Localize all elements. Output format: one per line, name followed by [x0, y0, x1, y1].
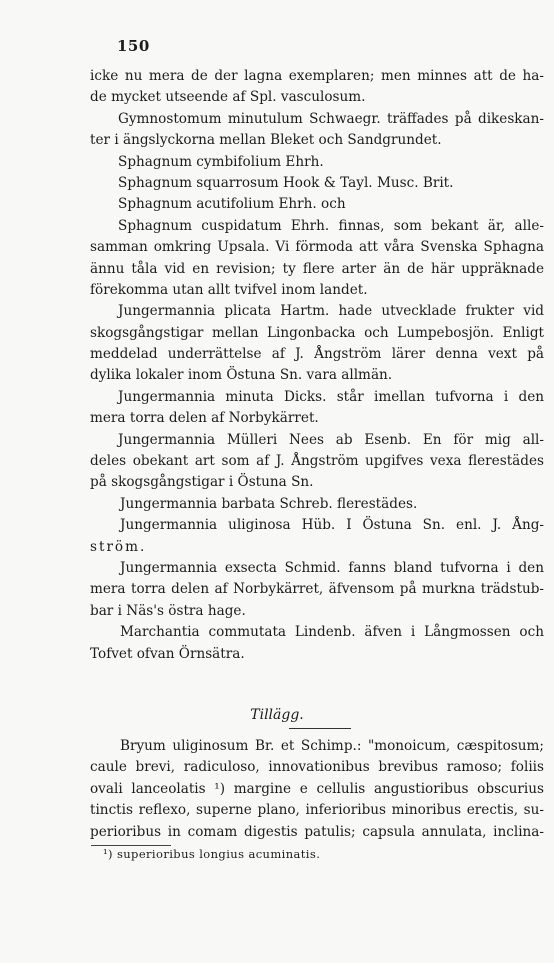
text-line: Jungermannia minuta Dicks. står imellan tufvorna i den: [118, 388, 544, 405]
text-line: Tofvet ofvan Örnsätra.: [90, 645, 245, 662]
text-line: ström.: [90, 538, 147, 555]
text-line: deles obekant art som af J. Ångström upgifves vexa flerestädes: [90, 453, 544, 470]
text-line: dylika lokaler inom Östuna Sn. vara allmän.: [90, 367, 393, 384]
text-line-content: de mycket utseende af Spl. vasculosum.: [90, 89, 366, 106]
text-line: perioribus in comam digestis patulis; capsula annulata, inclina-: [90, 823, 544, 840]
text-line: förekomma utan allt tvifvel inom landet.: [90, 281, 368, 298]
text-line: icke nu mera de der lagna exemplaren; men minnes att de ha-: [90, 68, 544, 84]
text-line: Jungermannia exsecta Schmid. fanns bland tufvorna i den: [120, 559, 544, 576]
text-line: mera torra delen af Norbykärret, äfvensom på murkna trädstub-: [90, 581, 544, 598]
text-line: ännu tåla vid en revision; ty flere arter än de här uppräknade: [90, 260, 544, 277]
text-line: på skogsgångstigar i Östuna Sn.: [90, 474, 314, 491]
footnote: ¹) superioribus longius acuminatis.: [103, 847, 321, 861]
text-line: ovali lanceolatis ¹) margine e cellulis angustioribus obscurius: [90, 780, 544, 797]
text-line: [90, 87, 544, 108]
main-text: [90, 66, 544, 665]
text-line: ter i ängslyckorna mellan Bleket och Sandgrundet.: [90, 132, 442, 149]
text-line: caule brevi, radiculoso, innovationibus brevibus ramoso; foliis: [90, 759, 544, 776]
text-line: mera torra delen af Norbykärret.: [90, 410, 319, 427]
text-line: Sphagnum squarrosum Hook & Tayl. Musc. Brit.: [118, 174, 454, 191]
page-number: 150: [117, 37, 150, 55]
text-line: Jungermannia plicata Hartm. hade utvecklade frukter vid: [118, 303, 544, 320]
text-line: Bryum uliginosum Br. et Schimp.: "monoicum, cæspitosum;: [120, 738, 544, 754]
text-line: skogsgångstigar mellan Lingonbacka och Lumpebosjön. Enligt: [90, 324, 544, 341]
text-line: Marchantia commutata Lindenb. äfven i Långmossen och: [120, 624, 544, 641]
text-line: Sphagnum cuspidatum Ehrh. finnas, som bekant är, alle-: [118, 217, 544, 234]
text-line: Gymnostomum minutulum Schwaegr. träffades på dikeskan-: [118, 110, 544, 127]
addendum-text: [90, 736, 544, 843]
text-line: tinctis reflexo, superne plano, inferioribus minoribus erectis, su-: [90, 802, 544, 819]
text-line: Jungermannia barbata Schreb. flerestädes.: [120, 495, 418, 512]
footnote-rule: [91, 845, 171, 846]
text-line: Sphagnum acutifolium Ehrh. och: [118, 196, 346, 213]
text-line: bar i Näs's östra hage.: [90, 602, 246, 619]
text-line: Jungermannia Mülleri Nees ab Esenb. En för mig all-: [118, 431, 544, 448]
text-line: Sphagnum cymbifolium Ehrh.: [118, 153, 324, 170]
text-line: meddelad underrättelse af J. Ångström lärer denna vext på: [90, 346, 544, 363]
text-line: samman omkring Upsala. Vi förmoda att våra Svenska Sphagna: [90, 239, 544, 256]
section-heading: Tillägg.: [250, 707, 304, 723]
text-line: Jungermannia uliginosa Hüb. I Östuna Sn. enl. J. Ång-: [120, 517, 544, 534]
heading-underline: [289, 728, 351, 729]
